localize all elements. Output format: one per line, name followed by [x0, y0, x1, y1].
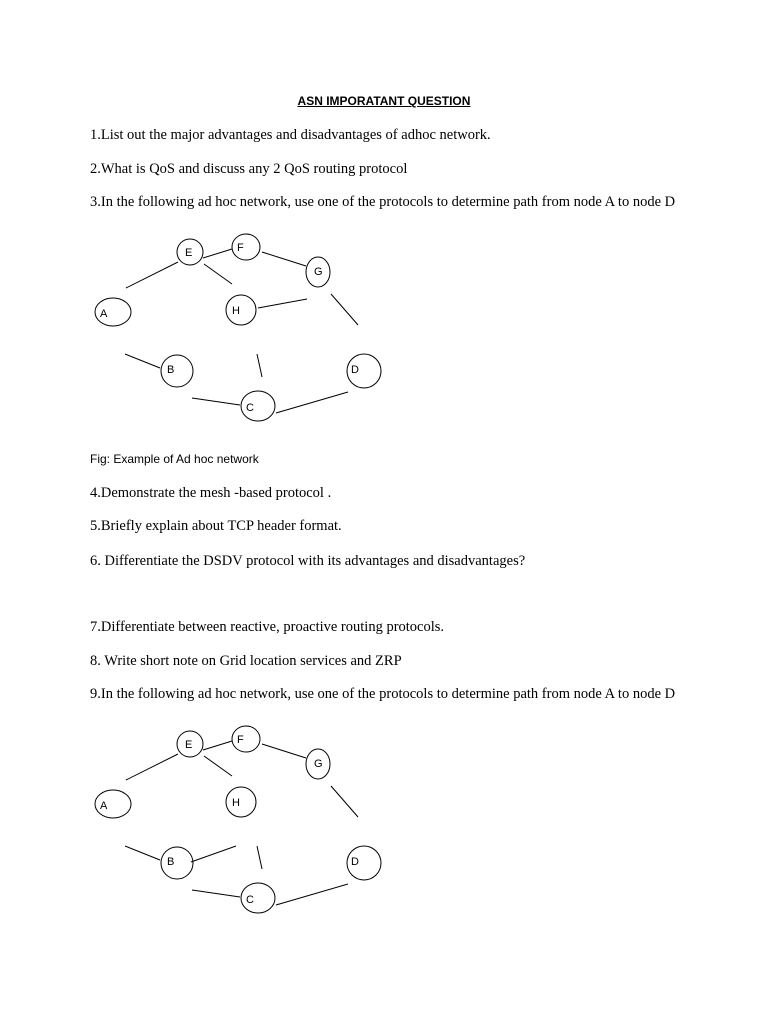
edge-f-g	[262, 744, 306, 758]
edge-b-c	[192, 398, 240, 405]
edge-c-d	[276, 884, 348, 905]
svg-text:F: F	[237, 734, 244, 746]
edge-a-e	[126, 754, 178, 780]
svg-text:H: H	[232, 305, 240, 317]
question-7: 7.Differentiate between reactive, proactive routing protocols.	[90, 619, 445, 635]
svg-text:E: E	[185, 739, 193, 751]
page-title: ASN IMPORATANT QUESTION	[297, 94, 471, 108]
edge-g-d	[331, 294, 358, 325]
svg-text:C: C	[246, 894, 254, 906]
edge-a-b	[125, 354, 160, 368]
node-c	[241, 883, 275, 913]
svg-text:G: G	[314, 266, 323, 278]
node-e	[177, 731, 203, 757]
question-1: 1.List out the major advantages and disadvantages of adhoc network.	[90, 127, 491, 143]
question-5: 5.Briefly explain about TCP header format.	[90, 518, 342, 534]
node-f	[232, 726, 260, 752]
node-b	[161, 847, 193, 879]
node-a	[95, 790, 131, 818]
question-2: 2.What is QoS and discuss any 2 QoS routing protocol	[90, 161, 408, 177]
node-g	[306, 749, 330, 779]
question-6: 6. Differentiate the DSDV protocol with its advantages and disadvantages?	[90, 553, 526, 569]
question-4: 4.Demonstrate the mesh -based protocol .	[90, 485, 332, 501]
svg-text:D: D	[351, 856, 359, 868]
edge-e-h	[204, 264, 232, 284]
edge-h-c	[257, 354, 262, 377]
svg-text:G: G	[314, 758, 323, 770]
question-9: 9.In the following ad hoc network, use one of the protocols to determine path from node A to node D	[90, 686, 676, 702]
node-h	[226, 787, 256, 817]
edge-f-g	[262, 252, 306, 266]
svg-text:B: B	[167, 856, 175, 868]
node-e	[177, 239, 203, 265]
edge-e-f	[203, 249, 232, 258]
svg-text:H: H	[232, 797, 240, 809]
question-3: 3.In the following ad hoc network, use one of the protocols to determine path from node A to node D	[90, 194, 676, 210]
adhoc-network-diagram-2	[0, 722, 768, 922]
node-a	[95, 298, 131, 326]
node-b	[161, 355, 193, 387]
node-d	[347, 354, 381, 388]
svg-text:F: F	[237, 242, 244, 254]
svg-text:B: B	[167, 364, 175, 376]
edge-b-h	[191, 846, 236, 862]
edge-b-c	[192, 890, 240, 897]
edge-h-c	[257, 846, 262, 869]
edge-e-h	[204, 756, 232, 776]
node-f	[232, 234, 260, 260]
svg-text:A: A	[100, 800, 108, 812]
edge-a-b	[125, 846, 160, 860]
node-c	[241, 391, 275, 421]
svg-text:C: C	[246, 402, 254, 414]
adhoc-network-diagram-1	[0, 230, 768, 430]
node-d	[347, 846, 381, 880]
edge-h-g	[258, 299, 307, 308]
node-h	[226, 295, 256, 325]
svg-text:A: A	[100, 308, 108, 320]
edge-e-f	[203, 741, 232, 750]
figure-caption: Fig: Example of Ad hoc network	[90, 452, 259, 466]
svg-text:D: D	[351, 364, 359, 376]
edge-g-d	[331, 786, 358, 817]
edge-a-e	[126, 262, 178, 288]
svg-text:E: E	[185, 247, 193, 259]
edge-c-d	[276, 392, 348, 413]
node-g	[306, 257, 330, 287]
question-8: 8. Write short note on Grid location services and ZRP	[90, 653, 402, 669]
